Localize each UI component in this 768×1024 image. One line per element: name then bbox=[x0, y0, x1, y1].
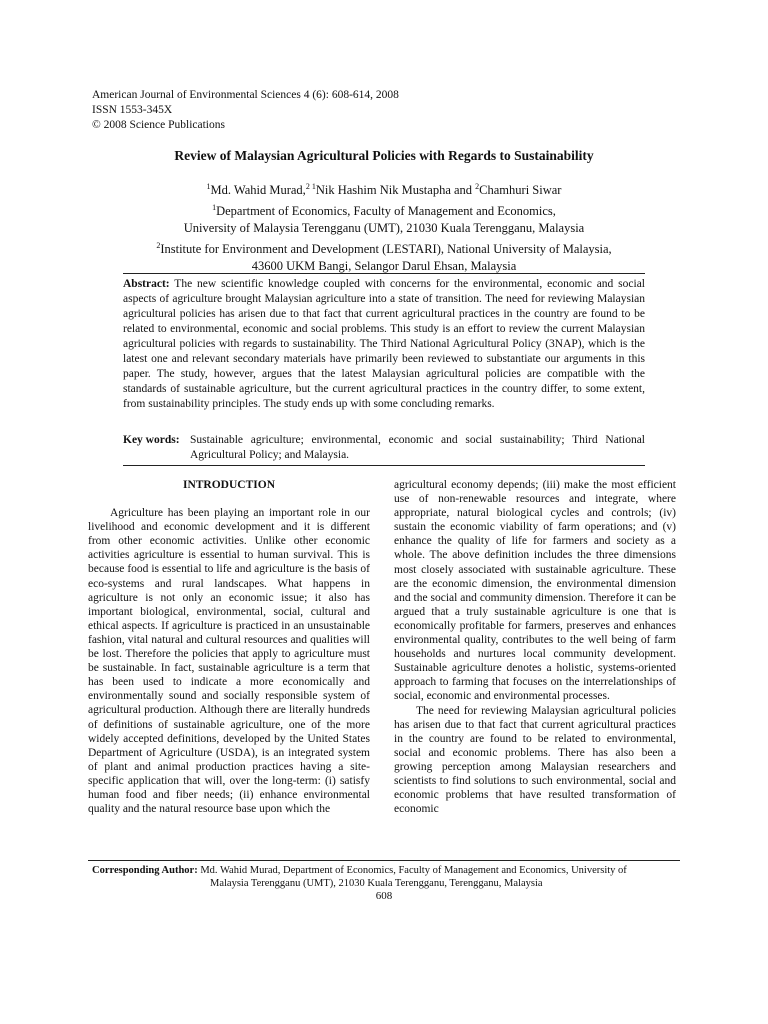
keywords-label: Key words: bbox=[123, 434, 180, 446]
author-1-superscript: 1 bbox=[206, 182, 211, 191]
author-3: Chamhuri Siwar bbox=[479, 183, 562, 197]
journal-issn: ISSN 1553-345X bbox=[92, 104, 173, 116]
affiliation-1-superscript: 1 bbox=[212, 203, 217, 212]
corresponding-author-line-1: Md. Wahid Murad, Department of Economics, Faculty of Management and Economics, University of bbox=[200, 865, 627, 876]
keywords-bottom-rule bbox=[123, 465, 645, 466]
journal-citation: American Journal of Environmental Sciences 4 (6): 608-614, 2008 bbox=[92, 89, 399, 101]
paper-title: Review of Malaysian Agricultural Policies with Regards to Sustainability bbox=[174, 148, 594, 163]
affiliation-2-line-2: 43600 UKM Bangi, Selangor Darul Ehsan, Malaysia bbox=[251, 259, 517, 273]
author-1: Md. Wahid Murad, bbox=[210, 183, 306, 197]
corresponding-author-line-2: Malaysia Terengganu (UMT), 21030 Kuala Terengganu, Terengganu, Malaysia bbox=[210, 878, 543, 889]
author-line bbox=[0, 178, 768, 199]
journal-header bbox=[92, 88, 399, 133]
right-column bbox=[394, 478, 676, 816]
affiliation-1-line-1: Department of Economics, Faculty of Management and Economics, bbox=[216, 204, 556, 218]
author-2: Nik Hashim Nik Mustapha and bbox=[315, 183, 476, 197]
affiliation-1-line-2: University of Malaysia Terengganu (UMT), 21030 Kuala Terengganu, Malaysia bbox=[183, 221, 585, 235]
introduction-heading: INTRODUCTION bbox=[182, 479, 275, 491]
keywords bbox=[123, 433, 645, 463]
intro-paragraph-1: Agriculture has been playing an important role in our livelihood and economic development and it is different from other economic activities. Unlike other economic activities agriculture is essential to human survival. This is because food is essential to life and agriculture is the basis of eco-systems and rural landscapes. What happens in agriculture is not only an economic issue; it also has important biological, environmental, social, cultural and ethical aspects. If agriculture is practiced in an unsustainable fashion, vital natural and cultural resources and qualities will be lost. Therefore the policies that apply to agriculture must be sustainable. In fact, sustainable agriculture is a term that has been used to indicate a more economically and environmentally sound and socially responsible system of agricultural production. Although there are literally hundreds of definitions of sustainable agriculture, one of the more widely accepted definitions, developed by the United States Department of Agriculture (USDA), is an integrated system of plant and animal production practices having a site-specific application that will, over the long-term: (i) satisfy human food and fiber needs; (ii) enhance environmental quality and the natural resource base upon which the bbox=[88, 507, 370, 816]
abstract-text: The new scientific knowledge coupled with concerns for the environmental, economic and social aspects of agriculture brought Malaysian agriculture into a state of transition. The need for reviewing Malaysian agricultural policies has arisen due to that fact that current agricultural practices in the country are found to be related to environmental, economic and social problems. This study is an effort to review the current Malaysian agricultural policies with regards to sustainability. The Third National Agricultural Policy (3NAP), which is the latest one and relevant secondary materials have primarily been reviewed to substantiate our arguments in this paper. The study, however, argues that the latest Malaysian agricultural policies are compatible with the standards of sustainable agriculture, but the current agricultural practices in the country differ, to some extent, from sustainability principles. The study ends up with some concluding remarks. bbox=[123, 278, 646, 410]
page-number: 608 bbox=[375, 890, 393, 902]
footer-rule bbox=[88, 860, 680, 861]
keywords-text: Sustainable agriculture; environmental, economic and social sustainability; Third National Agricultural Policy; and Malaysia. bbox=[190, 434, 645, 461]
author-2-superscript: 2 1 bbox=[305, 182, 316, 191]
affiliation-2-superscript: 2 bbox=[156, 241, 161, 250]
affiliation-2-line-1: Institute for Environment and Development (LESTARI), National University of Malaysia, bbox=[160, 242, 612, 256]
journal-copyright: © 2008 Science Publications bbox=[92, 119, 225, 131]
corresponding-author bbox=[92, 864, 682, 890]
abstract-label: Abstract: bbox=[123, 278, 170, 290]
affiliation-2 bbox=[0, 237, 768, 258]
abstract bbox=[123, 277, 645, 412]
abstract-top-rule bbox=[123, 273, 645, 274]
intro-paragraph-2: The need for reviewing Malaysian agricultural policies has arisen due to that fact that current agricultural practices in the country are found to be related to environmental, social and economic problems. There has also been a growing perception among Malaysian researchers and scientists to find solutions to such environmental, social and economic problems that have resulted transformation of economic bbox=[394, 704, 676, 816]
author-3-superscript: 2 bbox=[475, 182, 480, 191]
author-block bbox=[0, 178, 768, 275]
left-column bbox=[88, 478, 370, 816]
affiliation-1 bbox=[0, 199, 768, 220]
corresponding-author-label: Corresponding Author: bbox=[92, 865, 198, 876]
intro-paragraph-1-continued: agricultural economy depends; (iii) make the most efficient use of non-renewable resources and integrate, where appropriate, natural biological cycles and controls; (iv) sustain the economic viability of farm operations; and (v) enhance the quality of life for farmers and society as a whole. The above definition includes the three dimensions most closely associated with sustainable agriculture. These are the economic dimension, the environmental dimension and the social and community dimension. Therefore it can be argued that a truly sustainable agriculture is one that is economically profitable for farmers, preserves and enhances environmental quality, contributes to the well being of farm households and nurtures local community development. Sustainable agriculture denotes a holistic, systems-oriented approach to farming that focuses on the interrelationships of social, economic and environmental processes. bbox=[394, 479, 676, 703]
